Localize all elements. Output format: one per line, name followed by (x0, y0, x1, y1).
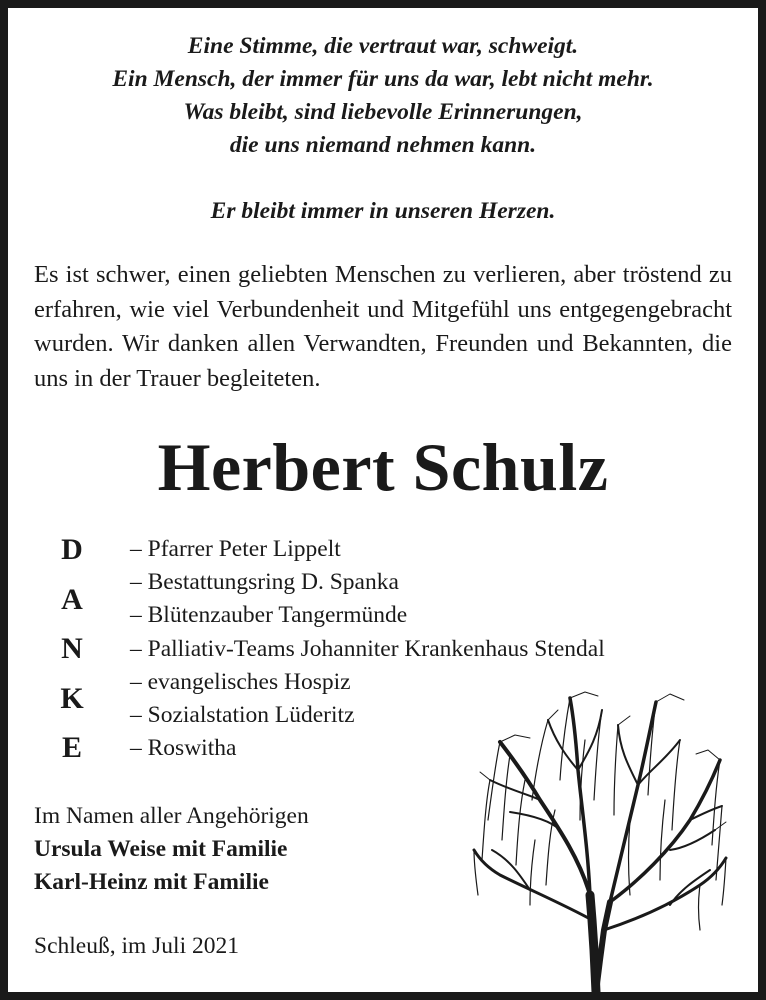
thanks-list-item: – Sozialstation Lüderitz (130, 702, 355, 729)
thanks-list-item: – evangelisches Hospiz (130, 668, 351, 695)
thanks-list-item: – Bestattungsring D. Spanka (130, 569, 399, 596)
danke-letter: K (60, 681, 84, 715)
family-signoff (34, 800, 309, 899)
signoff-family-1: Ursula Weise mit Familie (34, 836, 288, 862)
signoff-intro: Im Namen aller Angehörigen (34, 803, 309, 829)
thanks-list-item: – Palliativ-Teams Johanniter Krankenhaus Stendal (130, 635, 605, 662)
thanks-list-item: – Roswitha (130, 735, 237, 762)
danke-letter: E (61, 731, 82, 764)
poem-line: die uns niemand nehmen kann. (229, 132, 537, 158)
poem-line: Eine Stimme, die vertraut war, schweigt. (187, 33, 579, 59)
signoff-family-2: Karl-Heinz mit Familie (34, 869, 269, 895)
danke-letter: D (61, 533, 83, 566)
thanks-list-item: – Blütenzauber Tangermünde (130, 602, 408, 629)
gratitude-paragraph: Es ist schwer, einen geliebten Menschen zu verlieren, aber tröstend zu erfahren, wie viel Verbundenheit und Mitgefühl uns entgegengebracht wurden. Wir danken allen Verwandten, Freunden und Bekannten, die uns in der Trauer begleiteten. (34, 261, 732, 392)
danke-vertical-word (52, 530, 92, 778)
poem-closing-line: Er bleibt immer in unseren Herzen. (210, 198, 556, 224)
danke-letter: N (61, 632, 83, 665)
thanks-list-item: – Pfarrer Peter Lippelt (130, 536, 341, 562)
place-and-date: Schleuß, im Juli 2021 (34, 933, 239, 959)
bare-tree-icon (470, 680, 730, 992)
poem-line: Ein Mensch, der immer für uns da war, lebt nicht mehr. (112, 66, 654, 92)
deceased-name: Herbert Schulz (157, 429, 609, 505)
danke-letter: A (61, 582, 83, 616)
memorial-poem (0, 30, 766, 228)
poem-line: Was bleibt, sind liebevolle Erinnerungen, (183, 99, 583, 125)
